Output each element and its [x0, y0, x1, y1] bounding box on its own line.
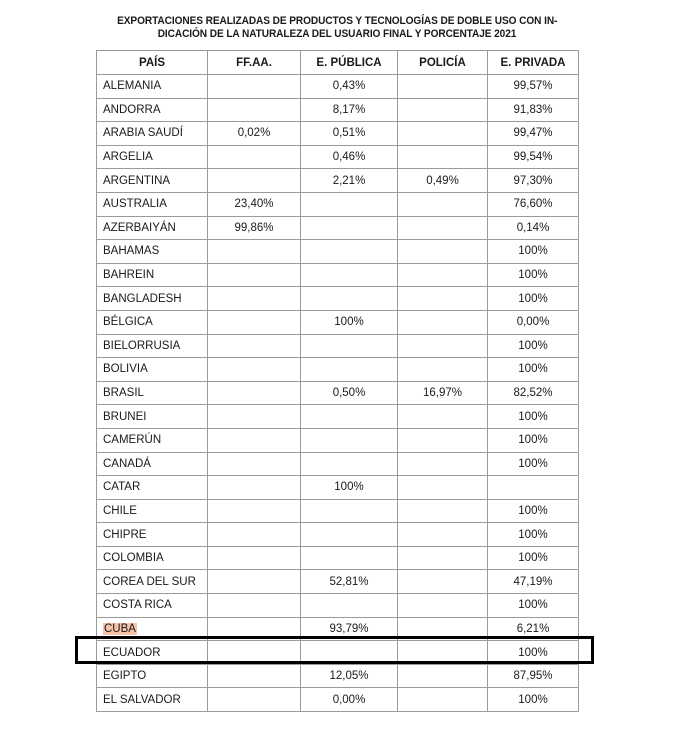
cell-country: ARABIA SAUDÍ [97, 122, 208, 146]
cell-e-publica [301, 216, 398, 240]
cell-e-publica [301, 499, 398, 523]
cell-e-publica [301, 263, 398, 287]
cell-country: AUSTRALIA [97, 192, 208, 216]
cell-e-privada: 100% [488, 405, 579, 429]
table-row [97, 216, 579, 240]
cell-e-publica [301, 192, 398, 216]
table-row [97, 287, 579, 311]
cell-country: CANADÁ [97, 452, 208, 476]
cell-e-publica [301, 240, 398, 264]
cell-e-publica [301, 452, 398, 476]
cell-policia [398, 594, 488, 618]
cell-policia [398, 263, 488, 287]
cell-policia [398, 122, 488, 146]
cell-country: COSTA RICA [97, 594, 208, 618]
table-body [97, 75, 579, 712]
table-row [97, 263, 579, 287]
table-row [97, 523, 579, 547]
cell-e-privada: 100% [488, 641, 579, 665]
cell-country: ECUADOR [97, 641, 208, 665]
cell-e-privada: 100% [488, 452, 579, 476]
table-row [97, 641, 579, 665]
cell-ffaa [208, 75, 301, 99]
cell-e-privada: 100% [488, 358, 579, 382]
cell-country: CHILE [97, 499, 208, 523]
table-row [97, 476, 579, 500]
cell-ffaa [208, 476, 301, 500]
cell-country: AZERBAIYÁN [97, 216, 208, 240]
table-row [97, 381, 579, 405]
table-row [97, 145, 579, 169]
cell-e-privada: 0,00% [488, 310, 579, 334]
table-row [97, 358, 579, 382]
cell-ffaa [208, 381, 301, 405]
cell-e-publica: 0,46% [301, 145, 398, 169]
cell-policia [398, 523, 488, 547]
cell-country: ANDORRA [97, 98, 208, 122]
cell-e-privada: 47,19% [488, 570, 579, 594]
cell-policia [398, 192, 488, 216]
table-row [97, 75, 579, 99]
cell-ffaa: 23,40% [208, 192, 301, 216]
cell-e-publica [301, 641, 398, 665]
cell-policia: 16,97% [398, 381, 488, 405]
cell-country: BAHAMAS [97, 240, 208, 264]
cell-e-privada: 100% [488, 688, 579, 712]
table-row [97, 122, 579, 146]
cell-policia [398, 75, 488, 99]
cell-policia [398, 428, 488, 452]
cell-e-publica: 12,05% [301, 664, 398, 688]
cell-ffaa [208, 523, 301, 547]
cell-e-privada: 97,30% [488, 169, 579, 193]
cell-e-privada: 91,83% [488, 98, 579, 122]
cell-ffaa [208, 664, 301, 688]
cell-ffaa [208, 287, 301, 311]
cell-ffaa [208, 358, 301, 382]
title-line-1: EXPORTACIONES REALIZADAS DE PRODUCTOS Y TECNOLOGÍAS DE DOBLE USO CON IN- [117, 15, 558, 27]
cell-e-privada: 100% [488, 546, 579, 570]
cell-policia [398, 499, 488, 523]
table-row [97, 570, 579, 594]
table-row [97, 499, 579, 523]
cell-ffaa [208, 428, 301, 452]
cell-e-publica: 0,00% [301, 688, 398, 712]
table-row [97, 310, 579, 334]
cell-ffaa: 0,02% [208, 122, 301, 146]
cell-e-publica [301, 546, 398, 570]
header-e-publica: E. PÚBLICA [301, 51, 398, 75]
cell-e-privada: 76,60% [488, 192, 579, 216]
cell-policia [398, 570, 488, 594]
cell-e-privada [488, 476, 579, 500]
cell-e-publica: 0,50% [301, 381, 398, 405]
cell-policia [398, 688, 488, 712]
cell-country: CHIPRE [97, 523, 208, 547]
cell-e-privada: 99,57% [488, 75, 579, 99]
cell-country: BRUNEI [97, 405, 208, 429]
cell-ffaa [208, 617, 301, 641]
table-row [97, 452, 579, 476]
cell-policia [398, 641, 488, 665]
cell-country: COLOMBIA [97, 546, 208, 570]
cell-policia [398, 452, 488, 476]
cell-policia: 0,49% [398, 169, 488, 193]
table-row [97, 688, 579, 712]
cell-e-publica: 100% [301, 310, 398, 334]
cell-country: ARGENTINA [97, 169, 208, 193]
table-row [97, 334, 579, 358]
header-e-privada: E. PRIVADA [488, 51, 579, 75]
cell-ffaa [208, 145, 301, 169]
cell-country: ARGELIA [97, 145, 208, 169]
cell-ffaa [208, 546, 301, 570]
cell-e-publica [301, 405, 398, 429]
cell-policia [398, 216, 488, 240]
cell-country: BOLIVIA [97, 358, 208, 382]
cell-e-publica [301, 358, 398, 382]
cell-ffaa [208, 499, 301, 523]
table-row [97, 664, 579, 688]
cell-ffaa [208, 570, 301, 594]
cell-policia [398, 145, 488, 169]
cell-country [97, 617, 208, 641]
header-policia: POLICÍA [398, 51, 488, 75]
cell-e-publica: 2,21% [301, 169, 398, 193]
table-row [97, 546, 579, 570]
cell-country: EGIPTO [97, 664, 208, 688]
cell-country: COREA DEL SUR [97, 570, 208, 594]
cell-policia [398, 664, 488, 688]
cell-e-publica [301, 594, 398, 618]
cell-country: BAHREIN [97, 263, 208, 287]
cell-policia [398, 334, 488, 358]
table-row [97, 594, 579, 618]
cell-e-privada: 82,52% [488, 381, 579, 405]
table-row [97, 617, 579, 641]
cell-policia [398, 240, 488, 264]
cell-ffaa [208, 240, 301, 264]
header-row [97, 51, 579, 75]
document-page [96, 15, 578, 706]
cell-country: EL SALVADOR [97, 688, 208, 712]
cell-e-publica: 0,51% [301, 122, 398, 146]
cell-ffaa [208, 310, 301, 334]
cell-ffaa [208, 169, 301, 193]
cell-country: CATAR [97, 476, 208, 500]
cell-e-privada: 100% [488, 334, 579, 358]
cell-policia [398, 310, 488, 334]
cell-e-privada: 6,21% [488, 617, 579, 641]
cell-e-privada: 87,95% [488, 664, 579, 688]
cell-ffaa [208, 641, 301, 665]
cell-ffaa [208, 98, 301, 122]
cell-country: BÉLGICA [97, 310, 208, 334]
cell-ffaa [208, 452, 301, 476]
cell-ffaa [208, 334, 301, 358]
cell-e-privada: 100% [488, 287, 579, 311]
cell-e-privada: 100% [488, 428, 579, 452]
cell-policia [398, 405, 488, 429]
highlighted-country-label: CUBA [104, 622, 136, 635]
cell-e-privada: 100% [488, 263, 579, 287]
cell-country: BIELORRUSIA [97, 334, 208, 358]
cell-e-privada: 100% [488, 240, 579, 264]
cell-policia [398, 546, 488, 570]
cell-e-privada: 0,14% [488, 216, 579, 240]
cell-ffaa [208, 688, 301, 712]
cell-e-publica: 8,17% [301, 98, 398, 122]
header-pais: PAÍS [97, 51, 208, 75]
header-ffaa: FF.AA. [208, 51, 301, 75]
cell-policia [398, 98, 488, 122]
cell-ffaa: 99,86% [208, 216, 301, 240]
table-row [97, 98, 579, 122]
cell-country: CAMERÚN [97, 428, 208, 452]
cell-policia [398, 358, 488, 382]
cell-policia [398, 287, 488, 311]
title-line-2: DICACIÓN DE LA NATURALEZA DEL USUARIO FINAL Y PORCENTAJE 2021 [157, 28, 517, 40]
cell-e-publica [301, 334, 398, 358]
table-row [97, 240, 579, 264]
cell-e-privada: 99,54% [488, 145, 579, 169]
cell-e-publica: 93,79% [301, 617, 398, 641]
table-title [115, 15, 558, 51]
table-row [97, 169, 579, 193]
cell-policia [398, 617, 488, 641]
cell-e-publica: 52,81% [301, 570, 398, 594]
exports-table [96, 50, 579, 712]
cell-country: BANGLADESH [97, 287, 208, 311]
cell-e-privada: 100% [488, 499, 579, 523]
table-row [97, 428, 579, 452]
cell-ffaa [208, 405, 301, 429]
table-row [97, 405, 579, 429]
cell-policia [398, 476, 488, 500]
cell-e-privada: 99,47% [488, 122, 579, 146]
table-row [97, 192, 579, 216]
cell-e-publica [301, 428, 398, 452]
cell-ffaa [208, 594, 301, 618]
cell-e-publica: 0,43% [301, 75, 398, 99]
cell-e-publica: 100% [301, 476, 398, 500]
cell-e-publica [301, 287, 398, 311]
cell-country: ALEMANIA [97, 75, 208, 99]
cell-e-privada: 100% [488, 594, 579, 618]
cell-e-publica [301, 523, 398, 547]
cell-country: BRASIL [97, 381, 208, 405]
cell-e-privada: 100% [488, 523, 579, 547]
cell-ffaa [208, 263, 301, 287]
